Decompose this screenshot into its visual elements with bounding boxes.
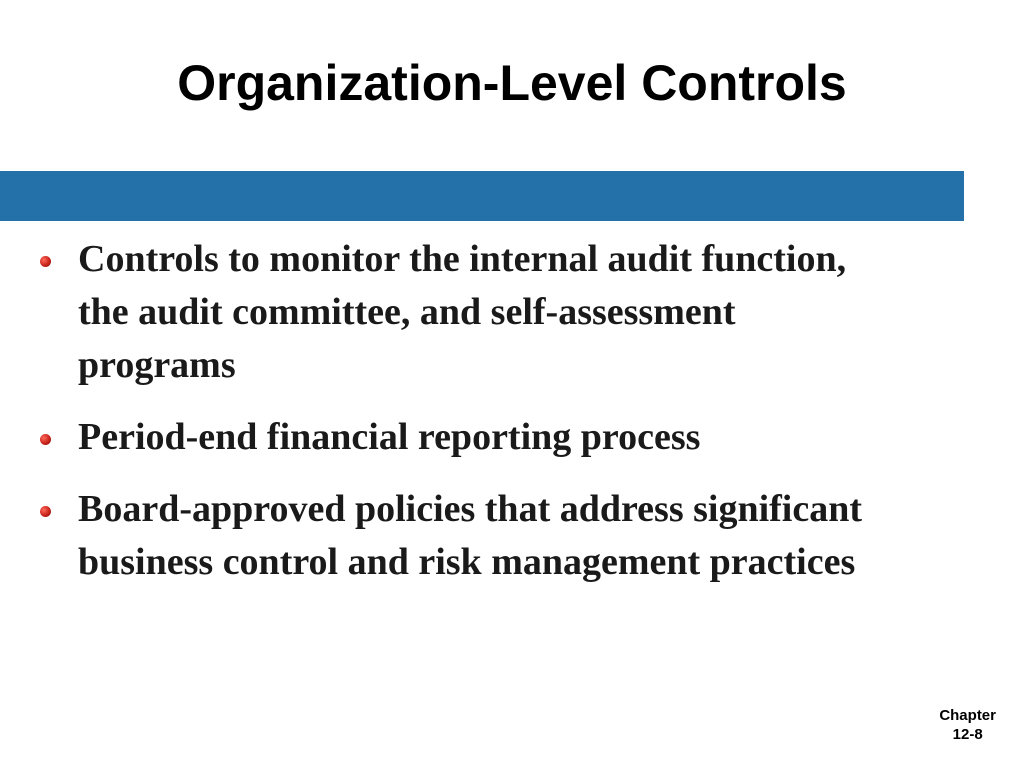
slide-title: Organization-Level Controls bbox=[177, 55, 847, 111]
bullet-item bbox=[40, 411, 870, 464]
bullet-dot-icon bbox=[40, 506, 51, 517]
chapter-label: Chapter bbox=[939, 707, 996, 724]
bullet-dot-icon bbox=[40, 256, 51, 267]
bullet-item bbox=[40, 483, 870, 589]
bullet-text: Board-approved policies that address significant business control and risk management practices bbox=[78, 488, 863, 583]
bullet-text: Period-end financial reporting process bbox=[78, 416, 701, 458]
chapter-page-label bbox=[939, 706, 996, 744]
title-accent-bar bbox=[0, 171, 964, 221]
bullet-item bbox=[40, 233, 870, 392]
bullet-dot-icon bbox=[40, 434, 51, 445]
bullet-text: Controls to monitor the internal audit function, the audit committee, and self-assessment programs bbox=[78, 238, 847, 386]
page-ref: 12-8 bbox=[952, 726, 983, 743]
bullet-list bbox=[40, 233, 870, 608]
